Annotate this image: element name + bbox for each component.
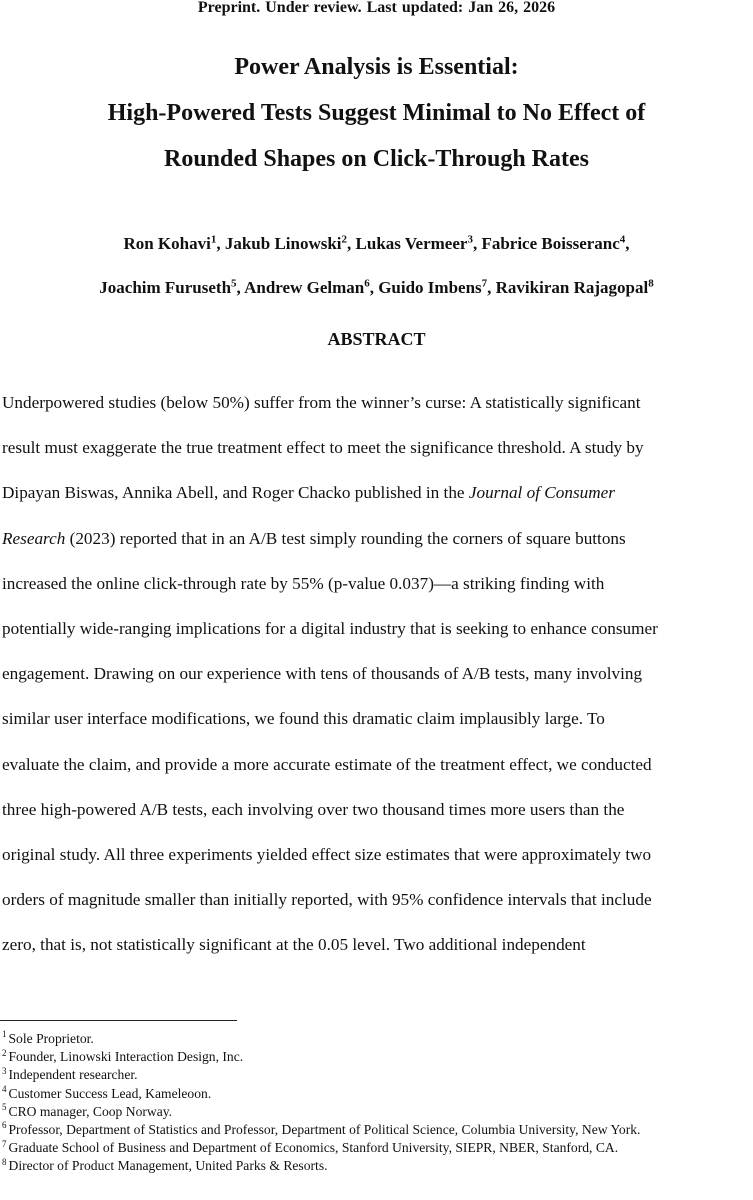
footnote-mark: 5	[2, 1102, 7, 1113]
footnotes	[2, 1030, 752, 1176]
author-affiliation-mark: 4	[619, 233, 626, 246]
footnote-mark: 6	[2, 1120, 7, 1131]
authors-line	[0, 266, 753, 310]
footnote-mark: 2	[2, 1047, 7, 1058]
abstract-heading: ABSTRACT	[327, 329, 426, 349]
running-head: Preprint. Under review. Last updated: Jan 26, 2026	[197, 0, 556, 16]
journal-name: Journal of Consumer	[468, 483, 615, 503]
abstract-line: original study. All three experiments yielded effect size estimates that were approximately two	[2, 845, 652, 865]
author-name: Ron Kohavi	[123, 234, 211, 253]
author-affiliation-mark: 3	[467, 233, 473, 246]
footnote	[2, 1066, 752, 1084]
author-list	[0, 222, 753, 310]
footnote	[2, 1103, 752, 1121]
footnote-mark: 1	[2, 1029, 7, 1040]
abstract-line: orders of magnitude smaller than initially reported, with 95% confidence intervals that include	[2, 890, 652, 910]
abstract-line: engagement. Drawing on our experience with tens of thousands of A/B tests, many involving	[2, 664, 643, 684]
author-affiliation-mark: 8	[648, 277, 654, 290]
footnote-text: Customer Success Lead, Kameleoon.	[8, 1085, 212, 1101]
abstract-body	[2, 380, 753, 968]
abstract-line: Underpowered studies (below 50%) suffer from the winner’s curse: A statistically significant	[2, 393, 641, 412]
author-affiliation-mark: 2	[341, 233, 348, 246]
footnote-text: Founder, Linowski Interaction Design, Inc.	[8, 1049, 244, 1065]
author-name: Ravikiran Rajagopal	[495, 278, 649, 297]
footnote-mark: 8	[2, 1156, 7, 1167]
author-separator: ,	[625, 234, 630, 253]
author-affiliation-mark: 5	[231, 277, 237, 290]
footnote-text: Professor, Department of Statistics and Professor, Department of Political Science, Columbia University, New York.	[8, 1122, 641, 1138]
abstract-line: result must exaggerate the true treatment effect to meet the significance threshold. A study by	[2, 438, 644, 458]
footnote-mark: 7	[2, 1138, 7, 1149]
author-affiliation-mark: 7	[481, 277, 488, 290]
footnote-mark: 4	[2, 1084, 7, 1095]
abstract-line-text: Dipayan Biswas, Annika Abell, and Roger Chacko published in the	[2, 483, 469, 503]
footnote	[2, 1121, 752, 1139]
footnote-text: Sole Proprietor.	[8, 1031, 94, 1046]
abstract-line: similar user interface modifications, we found this dramatic claim implausibly large. To	[2, 709, 605, 729]
footnote	[2, 1139, 752, 1157]
author-name: Andrew Gelman	[244, 278, 365, 297]
footnote-text: Graduate School of Business and Department of Economics, Stanford University, SIEPR, NBER, Stanford, CA.	[8, 1140, 619, 1156]
author-separator: ,	[472, 234, 482, 253]
author-affiliation-mark: 1	[210, 233, 217, 246]
abstract-line-text: (2023) reported that in an A/B test simply rounding the corners of square buttons	[65, 528, 626, 548]
footnote	[2, 1030, 752, 1048]
author-separator: ,	[216, 234, 225, 253]
footnote-text: CRO manager, Coop Norway.	[8, 1103, 173, 1119]
footnote	[2, 1157, 752, 1175]
author-name: Guido Imbens	[378, 278, 482, 297]
footnote-text: Director of Product Management, United Parks & Resorts.	[8, 1158, 328, 1174]
author-affiliation-mark: 6	[364, 277, 370, 290]
paper-title	[0, 44, 753, 182]
abstract-line	[2, 470, 753, 515]
author-name: Joachim Furuseth	[99, 278, 232, 297]
author-separator: ,	[347, 234, 356, 253]
authors-line	[0, 222, 753, 266]
abstract-line: increased the online click-through rate by 55% (p-value 0.037)—a striking finding with	[2, 573, 605, 593]
footnote	[2, 1048, 752, 1066]
author-name: Jakub Linowski	[224, 234, 342, 253]
abstract-line: zero, that is, not statistically significant at the 0.05 level. Two additional independent	[2, 935, 586, 955]
title-line: Rounded Shapes on Click-Through Rates	[163, 146, 589, 172]
abstract-line: potentially wide-ranging implications for a digital industry that is seeking to enhance consumer	[2, 619, 658, 639]
author-separator: ,	[236, 278, 245, 297]
author-name: Fabrice Boisseranc	[481, 234, 620, 253]
footnote-divider	[0, 1020, 237, 1021]
title-line: Power Analysis is Essential:	[234, 54, 519, 80]
footnote-mark: 3	[2, 1065, 7, 1076]
title-line: High-Powered Tests Suggest Minimal to No Effect of	[107, 100, 646, 126]
abstract-line: three high-powered A/B tests, each involving over two thousand times more users than the	[2, 799, 625, 819]
abstract-line	[2, 516, 753, 561]
author-separator: ,	[369, 278, 379, 297]
author-name: Lukas Vermeer	[355, 234, 468, 253]
abstract-line: evaluate the claim, and provide a more accurate estimate of the treatment effect, we conducted	[2, 754, 652, 774]
footnote-text: Independent researcher.	[8, 1067, 138, 1083]
footnote	[2, 1085, 752, 1103]
author-separator: ,	[487, 278, 496, 297]
journal-name: Research	[2, 528, 66, 548]
